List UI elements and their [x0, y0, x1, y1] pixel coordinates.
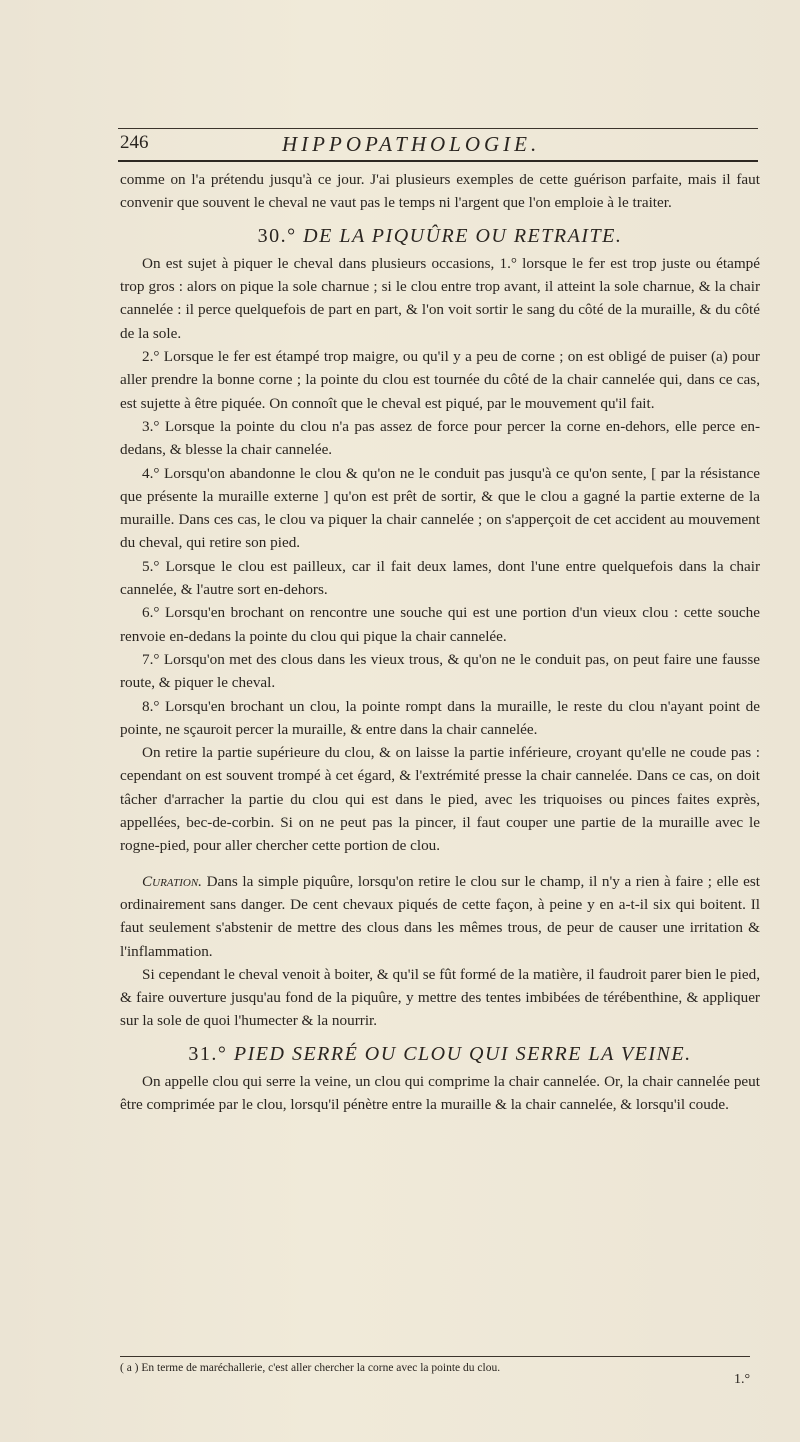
section-title-30: DE LA PIQUÛRE OU RETRAITE.: [303, 224, 623, 247]
curation-text: Dans la simple piquûre, lorsqu'on retire le clou sur le champ, il n'y a rien à faire ; elle est ordinairement sans danger. De cent chevaux piqués de cette façon, à peine y en a-t-il six qui boitent. Il faut seulement s'abstenir de mettre des clous dans les mêmes trous, de peur de causer une irritation & l'inflammation.: [120, 872, 760, 960]
curation-paragraph: [120, 870, 760, 963]
paragraph: 3.° Lorsque la pointe du clou n'a pas assez de force pour percer la corne en-dehors, elle perce en-dedans, & blesse la chair cannelée.: [120, 417, 760, 459]
paragraph: On retire la partie supérieure du clou, & on laisse la partie inférieure, croyant qu'elle ne coude pas : cependant on est souvent trompé à cet égard, & l'extrémité presse la chair cannelée. Dans ce cas, on doit tâcher d'arracher la partie du clou qui est dans le pied, avec les triquoises ou pinces faites exprès, appellées, bec-de-corbin. Si on ne peut pas la pincer, il faut couper une partie de la muraille avec le rogne-pied, pour aller chercher cette portion de clou.: [120, 744, 760, 855]
header-rule: [118, 160, 758, 162]
page-number: 246: [120, 132, 149, 153]
running-title: HIPPOPATHOLOGIE.: [282, 132, 541, 156]
section-number-30: 30.°: [257, 224, 297, 247]
section-heading-30: [120, 225, 760, 248]
paragraph-continuation: comme on l'a prétendu jusqu'à ce jour. J'ai plusieurs exemples de cette guérison parfaite, mais il faut convenir que souvent le cheval ne vaut pas le temps ni l'argent que l'on emploie à le traiter.: [120, 171, 760, 212]
paragraph: 7.° Lorsqu'on met des clous dans les vieux trous, & qu'on ne le conduit pas, on peut faire une fausse route, & piquer le cheval.: [120, 650, 760, 692]
paragraph: Si cependant le cheval venoit à boiter, & qu'il se fût formé de la matière, il faudroit parer bien le pied, & faire ouverture jusqu'au fond de la piquûre, y mettre des tentes imbibées de térébenthine, & appliquer sur la sole de quoi l'humecter & la nourrir.: [120, 965, 760, 1030]
section-heading-31: [120, 1043, 760, 1066]
paragraph: 2.° Lorsque le fer est étampé trop maigre, ou qu'il y a peu de corne ; on est obligé de puiser (a) pour aller prendre la bonne corne ; la pointe du clou est tournée du côté de la chair cannelée qui, dans ce cas, est sujette à être piquée. On connoît que le cheval est piqué, par le mouvement qu'il fait.: [120, 348, 760, 412]
section-title-31: PIED SERRÉ OU CLOU QUI SERRE LA VEINE.: [233, 1042, 692, 1065]
footnote-rule: [120, 1356, 750, 1357]
paragraph: 4.° Lorsqu'on abandonne le clou & qu'on ne le conduit pas jusqu'à ce qu'on sente, [ par la résistance que présente la muraille externe ] qu'on est prêt de sortir, & que le clou a gagné la partie externe de la muraille. Dans ces cas, le clou va piquer la chair cannelée ; on s'apperçoit de cet accident au mouvement du cheval, qui retire son pied.: [120, 464, 760, 552]
paragraph: 6.° Lorsqu'en brochant on rencontre une souche qui est une portion d'un vieux clou : cette souche renvoie en-dedans la pointe du clou qui pique la chair cannelée.: [120, 604, 760, 645]
paragraph: 8.° Lorsqu'en brochant un clou, la pointe rompt dans la muraille, le reste du clou n'ayant point de pointe, ne sçauroit percer la muraille, & entre dans la chair cannelée.: [120, 697, 760, 738]
paragraph: 5.° Lorsque le clou est pailleux, car il fait deux lames, dont l'une entre quelquefois dans la chair cannelée, & l'autre sort en-dehors.: [120, 557, 760, 599]
catchword: 1.°: [734, 1372, 751, 1387]
top-rule: [118, 128, 758, 129]
spacer: [120, 858, 760, 870]
main-text: [120, 168, 760, 1117]
paragraph: On appelle clou qui serre la veine, un clou qui comprime la chair cannelée. Or, la chair cannelée peut être comprimée par le clou, lorsqu'il pénètre entre la muraille & la chair cannelée, & lorsqu'il coude.: [120, 1072, 760, 1114]
section-number-31: 31.°: [188, 1042, 228, 1065]
paragraph: On est sujet à piquer le cheval dans plusieurs occasions, 1.° lorsque le fer est trop juste ou étampé trop gros : alors on pique la sole charnue ; si le clou entre trop avant, il atteint la sole charnue, & la chair cannelée : il perce quelquefois de part en part, & l'on voit sortir le sang du côté de la muraille, & du côté de la sole.: [120, 254, 760, 342]
footnote: ( a ) En terme de maréchallerie, c'est aller chercher la corne avec la pointe du clou.: [120, 1362, 501, 1374]
curation-label: Curation.: [142, 872, 202, 890]
